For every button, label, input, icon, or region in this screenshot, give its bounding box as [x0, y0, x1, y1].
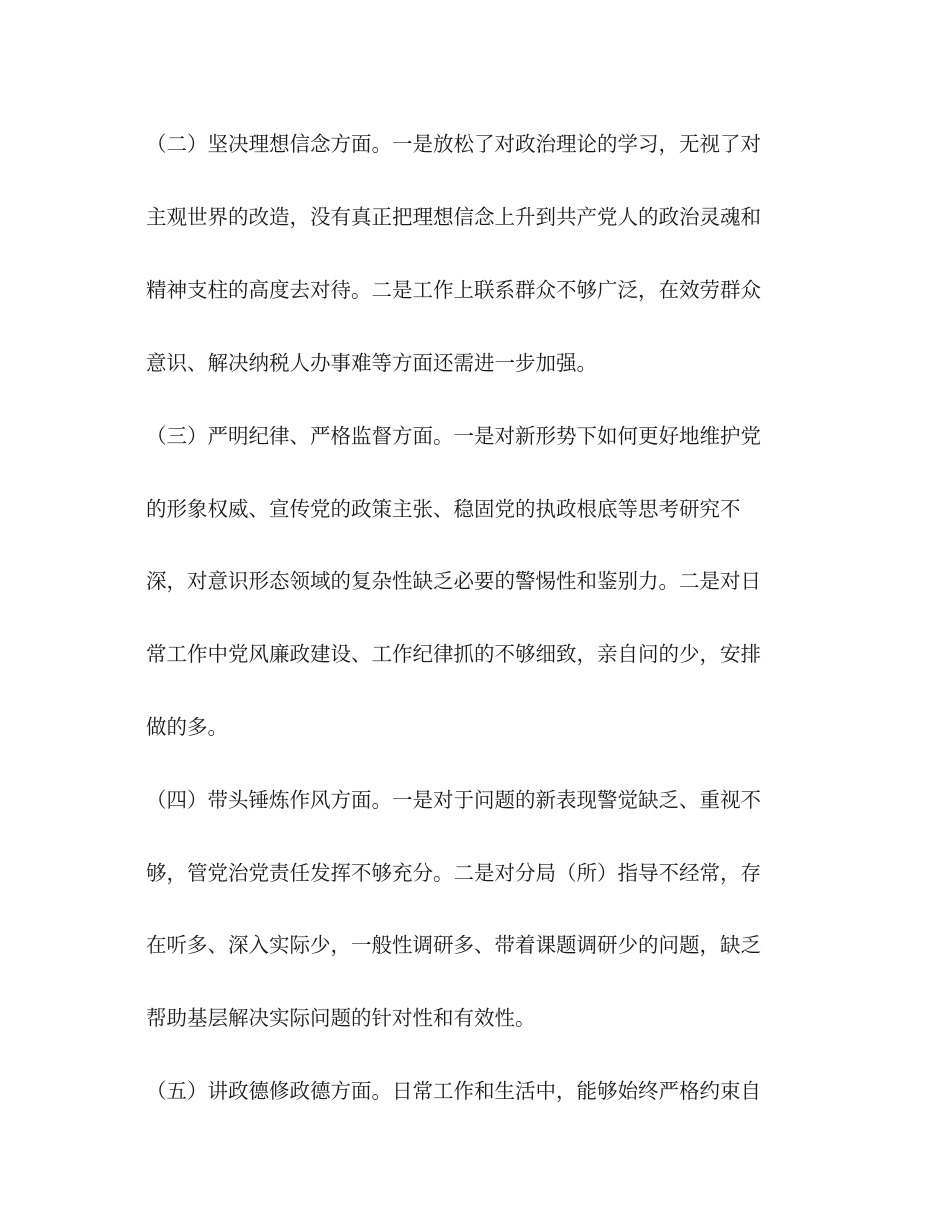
text-line: （五）讲政德修政德方面。日常工作和生活中，能够始终严格约束自 [146, 1079, 761, 1103]
text-line: 够，管党治党责任发挥不够充分。二是对分局（所）指导不经常，存 [146, 861, 761, 885]
text-line: 意识、解决纳税人办事难等方面还需进一步加强。 [146, 351, 597, 375]
text-line: 帮助基层解决实际问题的针对性和有效性。 [146, 1006, 536, 1030]
text-line: （四）带头锤炼作风方面。一是对于问题的新表现警觉缺乏、重视不 [146, 788, 761, 812]
text-line: 深，对意识形态领域的复杂性缺乏必要的警惕性和鉴别力。二是对日 [146, 569, 761, 593]
text-line: 主观世界的改造，没有真正把理想信念上升到共产党人的政治灵魂和 [146, 205, 761, 229]
text-line: 精神支柱的高度去对待。二是工作上联系群众不够广泛，在效劳群众 [146, 278, 761, 302]
text-line: 做的多。 [146, 715, 228, 739]
text-line: 在听多、深入实际少，一般性调研多、带着课题调研少的问题，缺乏 [146, 933, 761, 957]
text-line: 的形象权威、宣传党的政策主张、稳固党的执政根底等思考研究不 [146, 497, 741, 521]
text-line: 常工作中党风廉政建设、工作纪律抓的不够细致，亲自问的少，安排 [146, 642, 761, 666]
text-line: （三）严明纪律、严格监督方面。一是对新形势下如何更好地维护党 [146, 424, 761, 448]
text-line: （二）坚决理想信念方面。一是放松了对政治理论的学习，无视了对 [146, 132, 761, 156]
